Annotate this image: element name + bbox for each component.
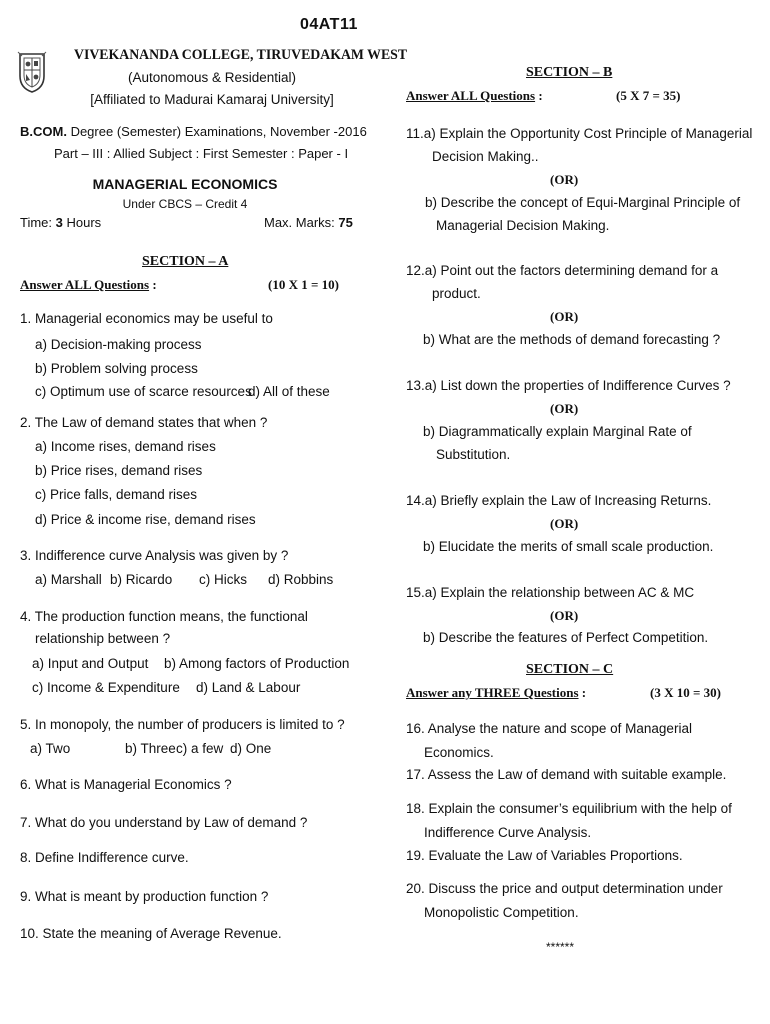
question-11b: b) Describe the concept of Equi-Marginal Principle of — [425, 195, 741, 210]
time-label: Time: — [20, 215, 56, 230]
question-13a: 13.a) List down the properties of Indifference Curves ? — [406, 378, 731, 393]
exam-degree — [20, 124, 367, 139]
question-18: 18. Explain the consumer’s equilibrium with the help of — [406, 801, 732, 816]
section-c-title: SECTION – C — [526, 662, 614, 677]
section-a-title: SECTION – A — [142, 254, 229, 269]
question-15a: 15.a) Explain the relationship between AC & MC — [406, 585, 695, 600]
college-name: VIVEKANANDA COLLEGE, TIRUVEDAKAM WEST — [74, 47, 408, 63]
q1-option-a: a) Decision-making process — [35, 337, 202, 352]
question-20: 20. Discuss the price and output determination under — [406, 881, 723, 896]
q4-option-a: a) Input and Output — [32, 656, 149, 671]
degree-name: B.COM. — [20, 124, 67, 139]
question-15b: b) Describe the features of Perfect Competition. — [423, 630, 709, 645]
question-2: 2. The Law of demand states that when ? — [20, 415, 268, 430]
question-6: 6. What is Managerial Economics ? — [20, 777, 232, 792]
q3-option-c: c) Hicks — [199, 572, 247, 587]
q5-option-a: a) Two — [30, 741, 71, 756]
exam-code: 04AT11 — [300, 16, 358, 33]
time-value: 3 — [55, 215, 63, 230]
question-20-cont: Monopolistic Competition. — [424, 905, 579, 920]
question-9: 9. What is meant by production function ? — [20, 889, 269, 904]
question-16: 16. Analyse the nature and scope of Managerial — [406, 721, 692, 736]
section-a-instruction — [20, 277, 157, 293]
q5-option-c: c) a few — [176, 741, 224, 756]
question-16-cont: Economics. — [424, 745, 494, 760]
q4-option-b: b) Among factors of Production — [164, 656, 350, 671]
q2-option-c: c) Price falls, demand rises — [35, 487, 198, 502]
q11-or: (OR) — [550, 172, 579, 187]
question-12a-cont: product. — [432, 286, 481, 301]
question-13b-cont: Substitution. — [436, 447, 511, 462]
exam-time — [20, 215, 101, 230]
q2-option-a: a) Income rises, demand rises — [35, 439, 216, 454]
question-11a-cont: Decision Making.. — [432, 149, 539, 164]
max-marks — [264, 215, 353, 230]
section-a-instruction-text: Answer ALL Questions — [20, 277, 150, 292]
question-12a: 12.a) Point out the factors determining demand for a — [406, 263, 719, 278]
question-4: 4. The production function means, the functional — [20, 609, 308, 624]
question-19: 19. Evaluate the Law of Variables Proportions. — [406, 848, 683, 863]
q1-option-b: b) Problem solving process — [35, 361, 198, 376]
section-b-instruction — [406, 88, 543, 104]
section-c-instruction-text: Answer any THREE Questions — [406, 685, 579, 700]
question-12b: b) What are the methods of demand forecasting ? — [423, 332, 721, 347]
college-crest-icon — [16, 50, 48, 94]
q5-option-d: d) One — [230, 741, 272, 756]
q4-option-d: d) Land & Labour — [196, 680, 301, 695]
q3-option-d: d) Robbins — [268, 572, 334, 587]
exam-part: Part – III : Allied Subject : First Semester : Paper - I — [54, 146, 349, 161]
q12-or: (OR) — [550, 309, 579, 324]
section-c-instruction-colon: : — [578, 685, 587, 700]
marks-label: Max. Marks: — [264, 215, 339, 230]
section-c-instruction — [406, 685, 586, 701]
q1-option-d: d) All of these — [248, 384, 330, 399]
question-18-cont: Indifference Curve Analysis. — [424, 825, 592, 840]
college-affiliation: [Affiliated to Madurai Kamaraj University] — [90, 92, 334, 107]
question-1: 1. Managerial economics may be useful to — [20, 311, 273, 326]
question-11a: 11.a) Explain the Opportunity Cost Principle of Managerial — [406, 126, 753, 141]
marks-value: 75 — [338, 215, 353, 230]
end-marker: ****** — [546, 940, 575, 954]
subject-scheme: Under CBCS – Credit 4 — [122, 197, 248, 211]
section-c-marks: (3 X 10 = 30) — [650, 685, 721, 700]
q4-option-c: c) Income & Expenditure — [32, 680, 180, 695]
question-10: 10. State the meaning of Average Revenue. — [20, 926, 282, 941]
q13-or: (OR) — [550, 401, 579, 416]
question-5: 5. In monopoly, the number of producers is limited to ? — [20, 717, 345, 732]
q2-option-d: d) Price & income rise, demand rises — [35, 512, 256, 527]
question-8: 8. Define Indifference curve. — [20, 850, 189, 865]
q2-option-b: b) Price rises, demand rises — [35, 463, 203, 478]
question-13b: b) Diagrammatically explain Marginal Rate of — [423, 424, 692, 439]
question-3: 3. Indifference curve Analysis was given by ? — [20, 548, 289, 563]
section-a-marks: (10 X 1 = 10) — [268, 277, 339, 292]
q3-option-a: a) Marshall — [35, 572, 102, 587]
question-4-cont: relationship between ? — [35, 631, 171, 646]
college-status: (Autonomous & Residential) — [127, 70, 297, 85]
degree-detail: Degree (Semester) Examinations, November -2016 — [66, 124, 367, 139]
question-17: 17. Assess the Law of demand with suitable example. — [406, 767, 727, 782]
section-b-title: SECTION – B — [526, 65, 613, 80]
question-11b-cont: Managerial Decision Making. — [436, 218, 610, 233]
section-b-instruction-colon: : — [535, 88, 543, 103]
section-b-instruction-text: Answer ALL Questions — [406, 88, 536, 103]
time-unit: Hours — [62, 215, 102, 230]
section-a-instruction-colon: : — [149, 277, 157, 292]
q5-option-b: b) Three — [125, 741, 176, 756]
q1-option-c: c) Optimum use of scarce resources — [35, 384, 252, 399]
question-7: 7. What do you understand by Law of demand ? — [20, 815, 308, 830]
q14-or: (OR) — [550, 516, 579, 531]
question-14a: 14.a) Briefly explain the Law of Increasing Returns. — [406, 493, 712, 508]
q15-or: (OR) — [550, 608, 579, 623]
section-b-marks: (5 X 7 = 35) — [616, 88, 681, 103]
question-14b: b) Elucidate the merits of small scale production. — [423, 539, 714, 554]
q3-option-b: b) Ricardo — [110, 572, 173, 587]
subject-title: MANAGERIAL ECONOMICS — [92, 176, 278, 192]
